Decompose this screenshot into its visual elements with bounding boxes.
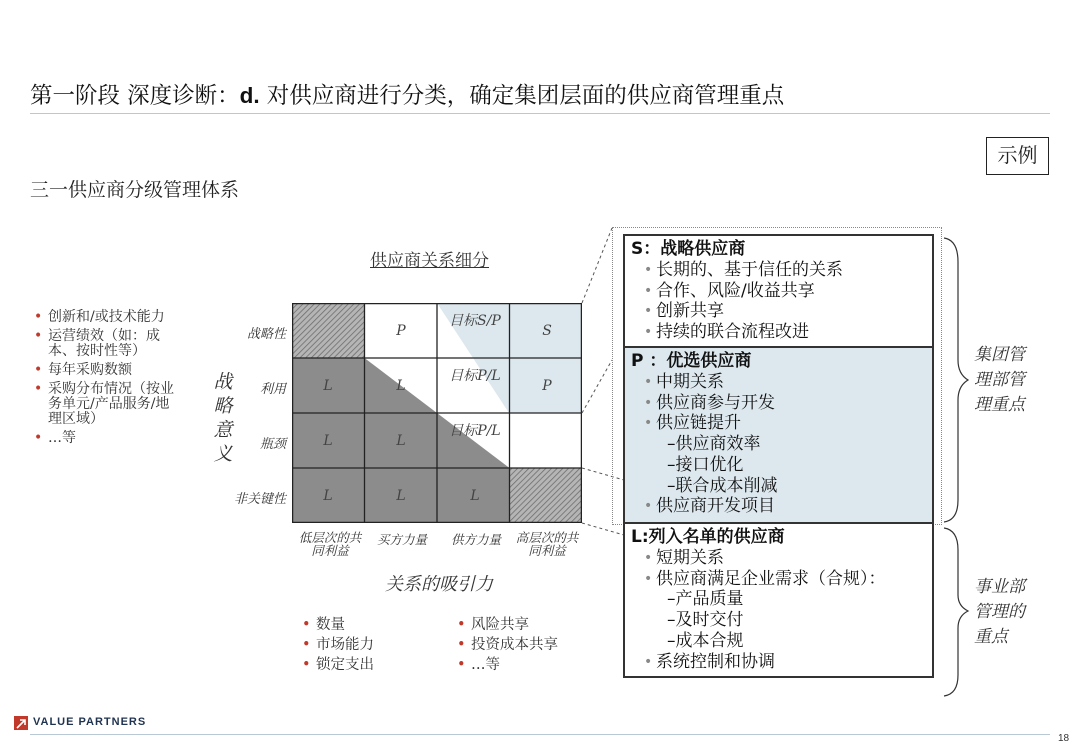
preferred-supplier-panel [623,348,934,522]
list-item: • 采购分布情况（按业务单元/产品服务/地理区域） [32,382,180,427]
sub-list-item: –供应商效率 [667,434,761,455]
cell-1-1: L [396,378,406,394]
sub-list-item: –产品质量 [667,589,744,610]
cell-0-1: P [396,323,406,339]
list-item: • 持续的联合流程改进 [625,322,932,343]
list-item: • 锁定支出 [302,655,374,675]
list-item: • 供应商参与开发 [625,393,932,414]
list-item: • 数量 [302,615,374,635]
col-label-supplier-power: 供方力量 [450,532,501,547]
cell-3-2: L [470,488,480,504]
cell-0-3: S [542,323,552,339]
list-item: • 供应商开发项目 [625,496,932,517]
title-prefix: 第一阶段 深度诊断： [30,83,240,109]
list-item: • 创新和/或技术能力 [32,310,180,325]
col-label-buyer-power: 买方力量 [376,532,427,547]
list-item: • 投资成本共享 [457,635,558,655]
sub-list-item: –成本合规 [667,630,744,651]
cell-0-2-text: 目标S/P [449,313,501,329]
list-item: • 每年采购数额 [32,363,180,378]
group-focus-note: 集团管理部管理重点 [974,345,1025,415]
sub-list-item: –及时交付 [667,610,744,631]
cell-1-3: P [542,378,552,394]
list-item: • …等 [457,655,558,675]
cell-1-0: L [323,378,333,394]
cell-3-0: L [323,488,333,504]
cell-1-2-text: 目标P/L [449,368,501,384]
cell-2-0: L [323,433,333,449]
sub-list-item: –联合成本削减 [667,475,778,496]
row-label-leverage: 利用 [259,382,286,397]
row-label-bottleneck: 瓶颈 [259,437,286,452]
x-axis-title: 关系的吸引力 [385,574,493,595]
cell-2-2-text: 目标P/L [449,423,501,439]
division-focus-note: 事业部管理的重点 [974,577,1025,647]
group-brace [944,238,968,522]
y-axis-title: 战略意义 [213,371,233,465]
list-item: • …等 [32,431,180,446]
list-item: • 风险共享 [457,615,558,635]
panel-heading: P ：优选供应商 [631,351,752,371]
matrix-title: 供应商关系细分 [370,251,489,271]
title-bold: d. [239,83,260,108]
panel-heading: S：战略供应商 [631,239,746,259]
title-rest: 对供应商进行分类，确定集团层面的供应商管理重点 [259,83,785,109]
cell-3-1: L [396,488,406,504]
list-item: • 供应链提升 [625,413,932,434]
list-item: • 供应商满足企业需求（合规）： [625,569,932,590]
listed-supplier-panel [623,522,934,678]
sub-list-item: –接口优化 [667,454,744,475]
footer-divider [30,734,1050,735]
list-item: • 长期的、基于信任的关系 [625,260,932,281]
list-item: • 短期关系 [625,548,932,569]
panel-heading: L:列入名单的供应商 [631,527,785,547]
row-label-noncritical: 非关键性 [233,492,286,507]
page-number: 18 [1058,733,1070,744]
col-label-low-common: 低层次的共同利益 [298,530,362,558]
list-item: • 中期关系 [625,372,932,393]
list-item: • 运营绩效（如：成本、按时性等） [32,329,180,359]
col-label-high-common: 高层次的共同利益 [515,530,579,558]
list-item: • 系统控制和协调 [625,652,932,673]
row-label-strategic: 战略性 [246,327,286,342]
list-item: • 创新共享 [625,301,932,322]
cell-2-1: L [396,433,406,449]
strategic-supplier-panel [623,234,934,348]
list-item: • 合作、风险/收益共享 [625,281,932,302]
subtitle: 三一供应商分级管理体系 [30,179,240,201]
company-logo: VALUE PARTNERS [33,716,147,728]
division-brace [944,528,968,696]
logo-icon [14,716,28,730]
list-item: • 市场能力 [302,635,374,655]
example-badge: 示例 [986,137,1049,175]
